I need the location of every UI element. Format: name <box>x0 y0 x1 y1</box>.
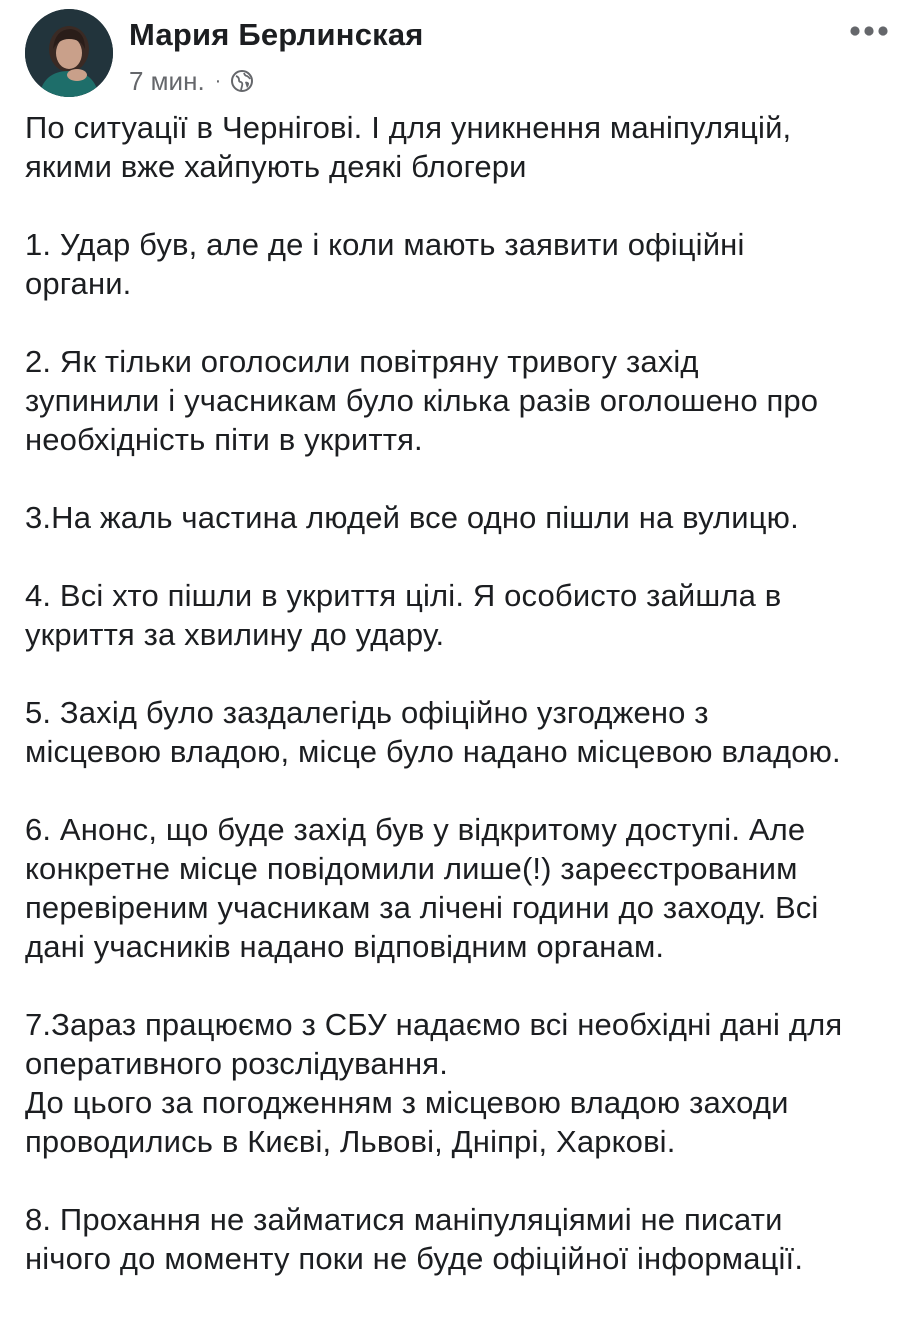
post-text-line: нічого до моменту поки не буде офіційної інформації. <box>25 1241 804 1276</box>
post-paragraph <box>25 576 900 654</box>
meta-separator: · <box>214 70 222 92</box>
author-avatar[interactable] <box>25 9 113 97</box>
post-text-line: необхідність піти в укриття. <box>25 422 423 457</box>
post-paragraph <box>25 225 900 303</box>
post-paragraph <box>25 108 900 186</box>
post-text-line: проводились в Києві, Львові, Дніпрі, Харкові. <box>25 1124 676 1159</box>
post-text-line: дані учасників надано відповідним органам. <box>25 929 665 964</box>
profile-photo-icon <box>25 9 113 97</box>
post-time[interactable]: 7 мин. <box>129 65 205 96</box>
post-text-line: 7.Зараз працюємо з СБУ надаємо всі необхідні дані для <box>25 1007 843 1042</box>
post-paragraph <box>25 342 900 459</box>
post-text <box>25 108 900 1317</box>
post-header <box>0 0 916 110</box>
post-text-line: По ситуації в Чернігові. І для уникнення маніпуляцій, <box>25 110 792 145</box>
post-text-line: До цього за погодженням з місцевою владою заходи <box>25 1085 789 1120</box>
post-text-line: 2. Як тільки оголосили повітряну тривогу захід <box>25 344 699 379</box>
author-name[interactable]: Мария Берлинская <box>129 17 424 52</box>
post-paragraph <box>25 1200 900 1278</box>
post-text-line: перевіреним учасникам за лічені години до заходу. Всі <box>25 890 819 925</box>
post-text-line: якими вже хайпують деякі блогери <box>25 149 527 184</box>
post-text-line: місцевою владою, місце було надано місцевою владою. <box>25 734 841 769</box>
globe-icon[interactable] <box>230 69 254 93</box>
post-paragraph <box>25 1005 900 1161</box>
post-text-line: 8. Прохання не займатися маніпуляціямиі не писати <box>25 1202 783 1237</box>
post-text-line: 5. Захід було заздалегідь офіційно узгоджено з <box>25 695 709 730</box>
post-meta <box>129 64 254 98</box>
post-text-line: 6. Анонс, що буде захід був у відкритому доступі. Але <box>25 812 806 847</box>
post-text-line: зупинили і учасникам було кілька разів оголошено про <box>25 383 819 418</box>
post-paragraph <box>25 498 900 537</box>
more-dots-icon[interactable] <box>848 19 890 43</box>
post-paragraph <box>25 810 900 966</box>
post-text-line: органи. <box>25 266 132 301</box>
post-text-line: 1. Удар був, але де і коли мають заявити офіційні <box>25 227 745 262</box>
post-paragraph <box>25 693 900 771</box>
post-text-line: 3.На жаль частина людей все одно пішли на вулицю. <box>25 500 799 535</box>
post-text-line: 4. Всі хто пішли в укриття цілі. Я особисто зайшла в <box>25 578 782 613</box>
post-text-line: оперативного розслідування. <box>25 1046 449 1081</box>
post-text-line: укриття за хвилину до удару. <box>25 617 445 652</box>
post-text-line: конкретне місце повідомили лише(!) зареєстрованим <box>25 851 798 886</box>
